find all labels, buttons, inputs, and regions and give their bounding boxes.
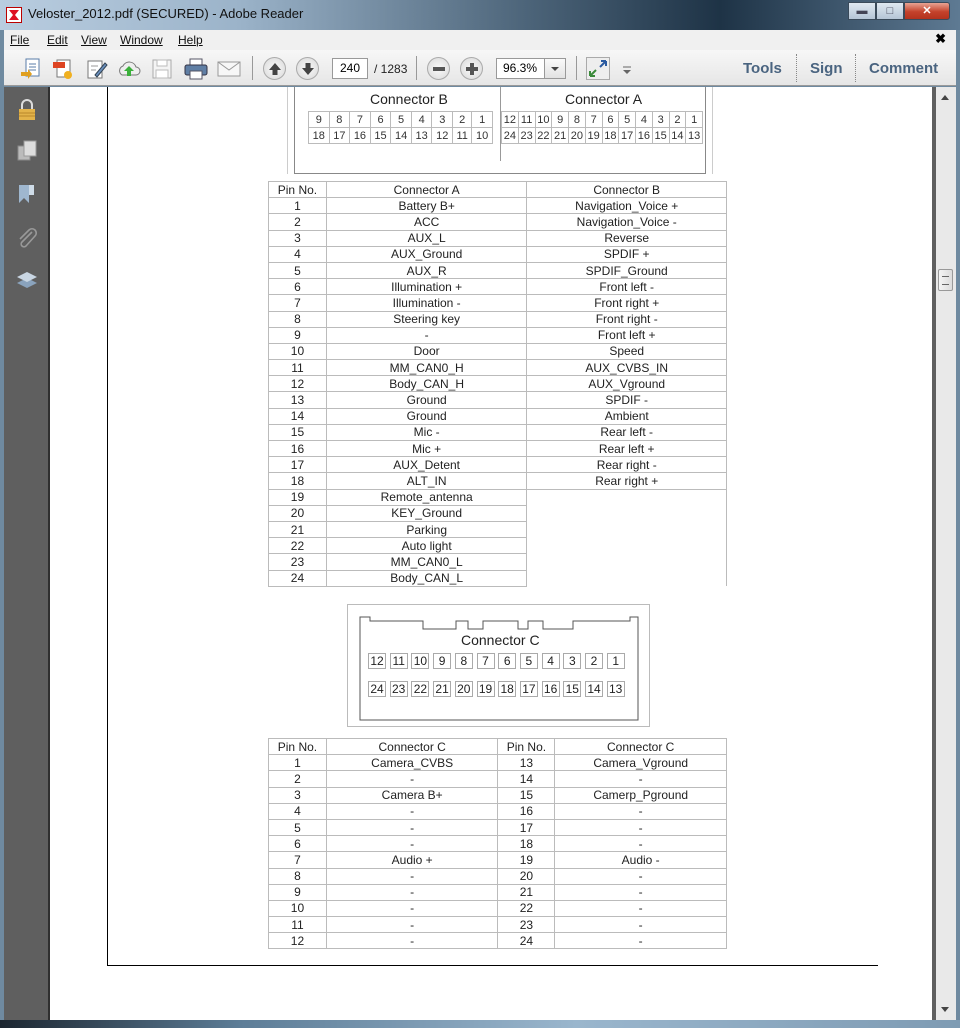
window-title: Veloster_2012.pdf (SECURED) - Adobe Reader xyxy=(28,6,304,21)
pin: 18 xyxy=(309,128,330,144)
pin: 11 xyxy=(518,112,535,128)
pin-number-cell: 19 xyxy=(269,489,327,505)
pin: 13 xyxy=(411,128,432,144)
connector-c-cell: Audio - xyxy=(555,852,727,868)
pin: 2 xyxy=(669,112,686,128)
pin: 7 xyxy=(350,112,371,128)
pin-number-cell: 16 xyxy=(498,803,555,819)
table-row xyxy=(269,868,727,884)
pin: 3 xyxy=(652,112,669,128)
table-row xyxy=(269,295,727,311)
close-button[interactable]: ✕ xyxy=(904,2,950,20)
pin-number-cell: 15 xyxy=(498,787,555,803)
connector-a-pins xyxy=(501,111,703,144)
pin-number-cell: 17 xyxy=(269,457,327,473)
pin: 20 xyxy=(569,128,586,144)
menu-file[interactable]: File xyxy=(10,33,30,47)
pages-icon[interactable] xyxy=(16,140,38,162)
connector-a-cell: Illumination - xyxy=(326,295,527,311)
table-row xyxy=(269,327,727,343)
connector-a-cell: Parking xyxy=(326,521,527,537)
table-row xyxy=(269,505,727,521)
connector-a-cell: Illumination + xyxy=(326,279,527,295)
connector-c-diagram xyxy=(347,604,650,727)
table-header-row xyxy=(269,182,727,198)
connector-c-cell: - xyxy=(326,917,498,933)
window-bottom-frame xyxy=(0,1020,960,1028)
connector-c-cell: Camera_CVBS xyxy=(326,755,498,771)
column-header: Connector C xyxy=(326,739,498,755)
connector-b-cell xyxy=(527,505,727,521)
connector-c-cell: - xyxy=(555,819,727,835)
connector-a-cell: ALT_IN xyxy=(326,473,527,489)
print-icon[interactable] xyxy=(184,58,206,78)
pin: 2 xyxy=(585,653,603,669)
next-page-button[interactable] xyxy=(296,57,319,80)
email-icon[interactable] xyxy=(217,58,239,78)
table-row xyxy=(269,819,727,835)
scroll-thumb[interactable] xyxy=(938,269,953,291)
pinout-table-ab xyxy=(268,181,727,587)
pin: 18 xyxy=(498,681,516,697)
connector-a-cell: AUX_Detent xyxy=(326,457,527,473)
connector-b-cell: SPDIF - xyxy=(527,392,727,408)
pin-number-cell: 9 xyxy=(269,884,327,900)
pin-number-cell: 13 xyxy=(498,755,555,771)
pin-number-cell: 22 xyxy=(498,900,555,916)
pin-number-cell: 23 xyxy=(269,554,327,570)
pin: 22 xyxy=(411,681,429,697)
pin-number-cell: 3 xyxy=(269,787,327,803)
menu-help[interactable]: Help xyxy=(178,33,203,47)
connector-b-cell: AUX_CVBS_IN xyxy=(527,360,727,376)
connector-c-cell: - xyxy=(326,868,498,884)
pin: 11 xyxy=(390,653,408,669)
page-frame-left xyxy=(107,87,108,966)
connector-a-cell: Door xyxy=(326,343,527,359)
pin: 14 xyxy=(585,681,603,697)
pin-number-cell: 2 xyxy=(269,214,327,230)
connector-c-cell: Camera B+ xyxy=(326,787,498,803)
table-row xyxy=(269,852,727,868)
connector-a-cell: KEY_Ground xyxy=(326,505,527,521)
table-row xyxy=(269,538,727,554)
pin: 4 xyxy=(636,112,653,128)
connector-b-cell: Front left + xyxy=(527,327,727,343)
connector-c-cell: - xyxy=(555,933,727,949)
connector-b-cell: Rear left + xyxy=(527,441,727,457)
connector-c-label: Connector C xyxy=(461,632,540,648)
connector-c-cell: - xyxy=(326,771,498,787)
connector-b-cell xyxy=(527,554,727,570)
page-total: / 1283 xyxy=(374,62,408,76)
page-number-input[interactable]: 240 xyxy=(332,58,368,79)
pin: 12 xyxy=(368,653,386,669)
connector-a-cell: AUX_Ground xyxy=(326,246,527,262)
connector-c-cell: - xyxy=(326,884,498,900)
connector-b-cell xyxy=(527,538,727,554)
table-row xyxy=(269,279,727,295)
connector-b-cell xyxy=(527,570,727,586)
connector-b-cell xyxy=(527,521,727,537)
pin: 9 xyxy=(433,653,451,669)
pin: 16 xyxy=(636,128,653,144)
scroll-up-arrow[interactable] xyxy=(941,95,949,100)
pin-number-cell: 12 xyxy=(269,933,327,949)
connector-c-cell: - xyxy=(555,836,727,852)
pin: 23 xyxy=(518,128,535,144)
pin-number-cell: 1 xyxy=(269,755,327,771)
export-pdf-icon[interactable] xyxy=(52,58,74,78)
pin: 19 xyxy=(585,128,602,144)
connector-a-cell: Mic - xyxy=(326,424,527,440)
full-screen-icon[interactable] xyxy=(586,57,610,80)
pin-number-cell: 1 xyxy=(269,198,327,214)
pin-number-cell: 13 xyxy=(269,392,327,408)
pin: 15 xyxy=(370,128,391,144)
pinout-table-c xyxy=(268,738,727,949)
table-row xyxy=(269,554,727,570)
connector-c-cell: - xyxy=(555,884,727,900)
pin: 7 xyxy=(585,112,602,128)
pin-number-cell: 21 xyxy=(269,521,327,537)
pin: 10 xyxy=(472,128,493,144)
pin: 7 xyxy=(477,653,495,669)
pin: 3 xyxy=(432,112,453,128)
pin: 5 xyxy=(520,653,538,669)
pin: 21 xyxy=(552,128,569,144)
pin: 17 xyxy=(520,681,538,697)
pin-number-cell: 8 xyxy=(269,868,327,884)
pin: 9 xyxy=(309,112,330,128)
pin-number-cell: 4 xyxy=(269,246,327,262)
table-row xyxy=(269,755,727,771)
connector-c-cell: - xyxy=(555,900,727,916)
pin: 6 xyxy=(602,112,619,128)
pin: 19 xyxy=(477,681,495,697)
table-row xyxy=(269,489,727,505)
pin-number-cell: 16 xyxy=(269,441,327,457)
title-bar xyxy=(0,0,960,30)
pin-number-cell: 7 xyxy=(269,295,327,311)
pin: 1 xyxy=(472,112,493,128)
table-row xyxy=(269,473,727,489)
table-row xyxy=(269,917,727,933)
pin-number-cell: 10 xyxy=(269,343,327,359)
connector-b-cell: Reverse xyxy=(527,230,727,246)
column-header: Connector A xyxy=(326,182,527,198)
edit-sign-icon[interactable] xyxy=(86,58,108,78)
table-row xyxy=(269,343,727,359)
pin: 1 xyxy=(607,653,625,669)
column-header: Connector B xyxy=(527,182,727,198)
table-row xyxy=(269,230,727,246)
pin-number-cell: 22 xyxy=(269,538,327,554)
connector-a-cell: Ground xyxy=(326,408,527,424)
connector-c-cell: - xyxy=(326,900,498,916)
pin-number-cell: 5 xyxy=(269,819,327,835)
table-row xyxy=(269,198,727,214)
pin: 14 xyxy=(391,128,412,144)
toolbar-separator xyxy=(576,56,577,80)
lock-icon[interactable] xyxy=(16,99,38,121)
create-pdf-icon[interactable] xyxy=(20,58,42,78)
connector-b-cell: Front left - xyxy=(527,279,727,295)
pin-number-cell: 6 xyxy=(269,836,327,852)
table-row xyxy=(269,376,727,392)
connector-a-label: Connector A xyxy=(565,91,643,107)
pin: 9 xyxy=(552,112,569,128)
pin: 2 xyxy=(453,112,472,128)
table-row xyxy=(269,214,727,230)
connector-a-cell: Body_CAN_L xyxy=(326,570,527,586)
connector-a-cell: - xyxy=(326,327,527,343)
connector-c-cell: Camera_Vground xyxy=(555,755,727,771)
pin: 17 xyxy=(619,128,636,144)
table-row xyxy=(269,424,727,440)
pin: 10 xyxy=(411,653,429,669)
zoom-dropdown-button[interactable] xyxy=(544,58,566,79)
connector-a-cell: MM_CAN0_L xyxy=(326,554,527,570)
bookmark-icon[interactable] xyxy=(16,183,38,205)
pin: 1 xyxy=(686,112,703,128)
table-row xyxy=(269,836,727,852)
toolbar-separator xyxy=(252,56,253,80)
table-row xyxy=(269,933,727,949)
navigation-pane xyxy=(4,87,50,1020)
connector-c-cell: Camerp_Pground xyxy=(555,787,727,803)
connector-b-pins xyxy=(308,111,493,144)
pin: 17 xyxy=(329,128,350,144)
diagram-border xyxy=(287,87,288,174)
connector-a-cell: Body_CAN_H xyxy=(326,376,527,392)
table-row xyxy=(269,360,727,376)
customize-toolbar-icon[interactable] xyxy=(622,62,632,72)
sign-pane-button[interactable]: Sign xyxy=(810,60,843,77)
pin: 11 xyxy=(453,128,472,144)
connector-b-cell: Speed xyxy=(527,343,727,359)
toolbar xyxy=(4,50,956,86)
menu-edit[interactable]: Edit xyxy=(47,33,68,47)
toolbar-separator xyxy=(796,54,797,82)
column-header: Pin No. xyxy=(498,739,555,755)
pin-number-cell: 20 xyxy=(498,868,555,884)
table-row xyxy=(269,803,727,819)
tools-pane-button[interactable]: Tools xyxy=(743,60,782,77)
pin: 12 xyxy=(432,128,453,144)
pin: 13 xyxy=(686,128,703,144)
pin-number-cell: 24 xyxy=(498,933,555,949)
toolbar-separator xyxy=(416,56,417,80)
pin: 6 xyxy=(498,653,516,669)
pin-number-cell: 14 xyxy=(498,771,555,787)
pin: 14 xyxy=(669,128,686,144)
connector-ab-diagram xyxy=(294,87,706,174)
column-header: Pin No. xyxy=(269,739,327,755)
table-row xyxy=(269,521,727,537)
save-icon[interactable] xyxy=(151,58,173,78)
pin: 12 xyxy=(502,112,519,128)
pin-number-cell: 20 xyxy=(269,505,327,521)
pin: 6 xyxy=(370,112,391,128)
connector-b-cell: Navigation_Voice - xyxy=(527,214,727,230)
pin: 16 xyxy=(542,681,560,697)
pin: 5 xyxy=(619,112,636,128)
column-header: Connector C xyxy=(555,739,727,755)
zoom-in-button[interactable] xyxy=(460,57,483,80)
table-row xyxy=(269,787,727,803)
pin: 10 xyxy=(535,112,552,128)
menu-window[interactable]: Window xyxy=(120,33,163,47)
pin-number-cell: 18 xyxy=(498,836,555,852)
pin: 8 xyxy=(569,112,586,128)
table-header-row xyxy=(269,739,727,755)
table-row xyxy=(269,392,727,408)
document-view[interactable] xyxy=(50,87,932,1020)
pin-number-cell: 15 xyxy=(269,424,327,440)
pin: 24 xyxy=(368,681,386,697)
table-row xyxy=(269,408,727,424)
pin: 18 xyxy=(602,128,619,144)
connector-a-cell: ACC xyxy=(326,214,527,230)
connector-c-cell: - xyxy=(326,803,498,819)
pin-number-cell: 14 xyxy=(269,408,327,424)
layers-icon[interactable] xyxy=(16,269,38,291)
adobe-reader-icon xyxy=(6,7,22,23)
connector-c-cell: - xyxy=(555,868,727,884)
pin: 21 xyxy=(433,681,451,697)
connector-a-cell: Remote_antenna xyxy=(326,489,527,505)
connector-a-cell: AUX_R xyxy=(326,262,527,278)
pin: 23 xyxy=(390,681,408,697)
pin-number-cell: 23 xyxy=(498,917,555,933)
pin-number-cell: 7 xyxy=(269,852,327,868)
pin: 15 xyxy=(652,128,669,144)
previous-page-button[interactable] xyxy=(263,57,286,80)
zoom-out-button[interactable] xyxy=(427,57,450,80)
connector-b-cell: Rear right - xyxy=(527,457,727,473)
pin: 4 xyxy=(411,112,432,128)
connector-b-cell: Rear left - xyxy=(527,424,727,440)
table-row xyxy=(269,457,727,473)
pin-number-cell: 11 xyxy=(269,917,327,933)
connector-c-cell: - xyxy=(326,836,498,852)
pin: 8 xyxy=(455,653,473,669)
table-row xyxy=(269,884,727,900)
connector-b-label: Connector B xyxy=(370,91,448,107)
connector-a-cell: Mic + xyxy=(326,441,527,457)
connector-c-cell: - xyxy=(555,771,727,787)
pin-number-cell: 12 xyxy=(269,376,327,392)
table-row xyxy=(269,311,727,327)
connector-a-cell: Ground xyxy=(326,392,527,408)
vertical-scrollbar[interactable] xyxy=(932,87,956,1020)
menu-bar xyxy=(4,30,956,50)
pin: 20 xyxy=(455,681,473,697)
close-document-icon[interactable]: ✖ xyxy=(935,31,946,46)
diagram-border xyxy=(712,87,713,174)
table-row xyxy=(269,441,727,457)
pin: 5 xyxy=(391,112,412,128)
pin-number-cell: 21 xyxy=(498,884,555,900)
pin: 3 xyxy=(563,653,581,669)
pin-number-cell: 18 xyxy=(269,473,327,489)
connector-b-cell: AUX_Vground xyxy=(527,376,727,392)
pin-number-cell: 19 xyxy=(498,852,555,868)
pin-number-cell: 17 xyxy=(498,819,555,835)
connector-c-cell: - xyxy=(326,819,498,835)
zoom-level-input[interactable]: 96.3% xyxy=(496,58,544,79)
pin-number-cell: 10 xyxy=(269,900,327,916)
pin: 13 xyxy=(607,681,625,697)
pin-number-cell: 11 xyxy=(269,360,327,376)
pin-number-cell: 9 xyxy=(269,327,327,343)
connector-b-cell xyxy=(527,489,727,505)
table-row xyxy=(269,900,727,916)
pin: 8 xyxy=(329,112,350,128)
table-row xyxy=(269,262,727,278)
page-frame-bottom xyxy=(107,965,878,966)
connector-b-cell: Navigation_Voice + xyxy=(527,198,727,214)
pin-number-cell: 8 xyxy=(269,311,327,327)
attachment-icon[interactable] xyxy=(16,227,38,249)
maximize-button[interactable]: □ xyxy=(876,2,904,20)
connector-b-cell: Rear right + xyxy=(527,473,727,489)
pin: 15 xyxy=(563,681,581,697)
pin-number-cell: 6 xyxy=(269,279,327,295)
column-header: Pin No. xyxy=(269,182,327,198)
connector-a-cell: MM_CAN0_H xyxy=(326,360,527,376)
connector-b-cell: SPDIF + xyxy=(527,246,727,262)
connector-c-cell: - xyxy=(326,933,498,949)
toolbar-separator xyxy=(855,54,856,82)
comment-pane-button[interactable]: Comment xyxy=(869,60,939,77)
upload-cloud-icon[interactable] xyxy=(117,58,139,78)
table-row xyxy=(269,771,727,787)
menu-view[interactable]: View xyxy=(81,33,107,47)
pin-number-cell: 3 xyxy=(269,230,327,246)
connector-b-cell: SPDIF_Ground xyxy=(527,262,727,278)
connector-c-cell: - xyxy=(555,803,727,819)
connector-b-cell: Front right + xyxy=(527,295,727,311)
connector-c-cell: Audio + xyxy=(326,852,498,868)
connector-a-cell: Steering key xyxy=(326,311,527,327)
minimize-button[interactable]: ▬ xyxy=(848,2,876,20)
pin-number-cell: 4 xyxy=(269,803,327,819)
table-row xyxy=(269,570,727,586)
connector-b-cell: Ambient xyxy=(527,408,727,424)
scroll-down-arrow[interactable] xyxy=(941,1007,949,1012)
pin: 4 xyxy=(542,653,560,669)
connector-a-cell: Battery B+ xyxy=(326,198,527,214)
connector-c-cell: - xyxy=(555,917,727,933)
connector-a-cell: AUX_L xyxy=(326,230,527,246)
connector-a-cell: Auto light xyxy=(326,538,527,554)
connector-b-cell: Front right - xyxy=(527,311,727,327)
pin-number-cell: 2 xyxy=(269,771,327,787)
pin: 22 xyxy=(535,128,552,144)
pin-number-cell: 5 xyxy=(269,262,327,278)
pin: 16 xyxy=(350,128,371,144)
table-row xyxy=(269,246,727,262)
pin-number-cell: 24 xyxy=(269,570,327,586)
pin: 24 xyxy=(502,128,519,144)
